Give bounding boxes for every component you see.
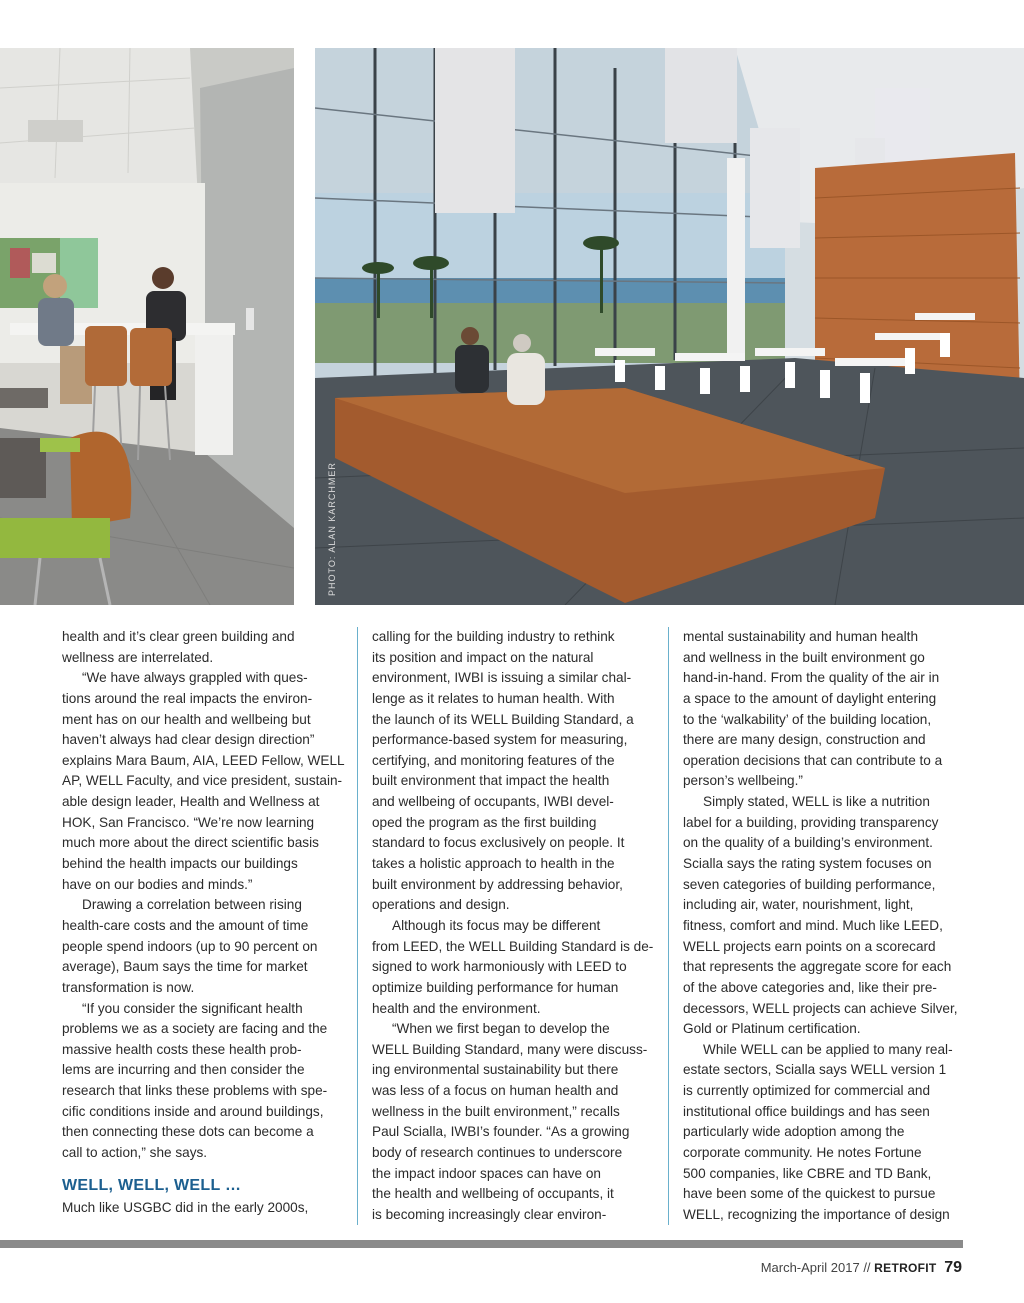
body-text-line: Gold or Platinum certification. [683,1021,861,1037]
footer-bar [0,1240,963,1248]
body-text-line: was less of a focus on human health and [372,1083,619,1099]
body-text-line: from LEED, the WELL Building Standard is de- [372,938,654,954]
body-text-line: able design leader, Health and Wellness at [62,794,320,810]
folio-separator: // [863,1260,871,1275]
body-text-line: Simply stated, WELL is like a nutrition [703,794,930,810]
body-text-line: people spend indoors (up to 90 percent on [62,938,318,954]
page-folio [761,1259,962,1277]
body-text-line: While WELL can be applied to many real- [703,1041,953,1057]
body-text-line: built environment that impact the health [372,773,610,789]
issue-date: March-April 2017 [760,1260,860,1275]
photo-credit: PHOTO: ALAN KARCHMER [327,462,337,596]
page-number: 79 [944,1259,962,1276]
body-text-line: decessors, WELL projects can achieve Silver, [683,1000,958,1016]
body-text-line: optimize building performance for human [372,979,619,995]
body-text-line: Drawing a correlation between rising [82,897,302,913]
body-text-line: HOK, San Francisco. “We’re now learning [62,814,315,830]
body-text-line: signed to work harmoniously with LEED to [372,959,627,975]
body-text-line: the launch of its WELL Building Standard, a [372,711,634,727]
body-text-line: massive health costs these health prob- [62,1041,302,1057]
body-text-line: takes a holistic approach to health in the [372,856,615,872]
body-text-line: including air, water, nourishment, light, [683,897,914,913]
body-text-line: body of research continues to underscore [372,1145,623,1161]
body-text-line: and wellness in the built environment go [683,649,925,665]
body-text-line: that represents the aggregate score for each [683,959,952,975]
body-text-line: operation decisions that can contribute to a [683,752,943,768]
body-text-line: WELL projects earn points on a scorecard [683,938,936,954]
body-text-line: tions around the real impacts the environ- [62,690,313,706]
body-text-line: environment, IWBI is issuing a similar chal- [372,670,632,686]
body-text-line: haven’t always had clear design direction” [62,732,315,748]
body-text-line: the health and wellbeing of occupants, it [372,1186,614,1202]
atrium-dining-photo [315,48,1024,605]
section-subheading: WELL, WELL, WELL … [62,1176,242,1194]
body-text-line: transformation is now. [62,979,195,995]
body-text-line: lenge as it relates to human health. With [372,690,615,706]
body-text-line: wellness in the built environment,” recalls [372,1103,620,1119]
body-text-line: then connecting these dots can become a [62,1124,314,1140]
body-text-line: hand-in-hand. From the quality of the air in [683,670,940,686]
body-text-line: have on our bodies and minds.” [62,876,253,892]
body-text-line: its position and impact on the natural [372,649,594,665]
body-text-line: the impact indoor spaces can have on [372,1165,601,1181]
body-text-line: “If you consider the significant health [82,1000,303,1016]
body-text-line: “When we first began to develop the [392,1021,610,1037]
body-text-line: of the above categories and, like their pre- [683,979,937,995]
article-column-1 [62,627,344,1218]
body-text-line: explains Mara Baum, AIA, LEED Fellow, WELL [62,752,345,768]
body-text-line: seven categories of building performance, [683,876,936,892]
body-text-line: lems are incurring and then consider the [62,1062,305,1078]
body-text-line: Much like USGBC did in the early 2000s, [62,1199,309,1215]
body-text-line: cific conditions inside and around buildings, [62,1103,324,1119]
body-text-line: research that links these problems with spe- [62,1083,328,1099]
body-text-line: institutional office buildings and has seen [683,1103,930,1119]
article-column-2 [372,627,654,1226]
body-text-line: AP, WELL Faculty, and vice president, sustain- [62,773,343,789]
body-text-line: health and it’s clear green building and [62,629,295,644]
body-text-line: and wellbeing of occupants, IWBI devel- [372,794,614,810]
body-text-line: fitness, comfort and mind. Much like LEED, [683,917,943,933]
body-text-line: oped the program as the first building [372,814,597,830]
body-text-line: “We have always grappled with ques- [82,670,308,686]
body-text-line: health and the environment. [372,1000,541,1016]
body-text-line: Paul Scialla, IWBI’s founder. “As a growing [372,1124,630,1140]
body-text-line: a space to the amount of daylight entering [683,690,937,706]
body-text-line: to the ‘walkability’ of the building location, [683,711,932,727]
body-text-line: on the quality of a building’s environment. [683,835,933,851]
body-text-line: behind the health impacts our buildings [62,856,298,872]
body-text-line: performance-based system for measuring, [372,732,628,748]
body-text-line: operations and design. [372,897,510,913]
body-text-line: Although its focus may be different [392,917,601,933]
magazine-name: RETROFIT [874,1261,937,1275]
body-text-line: health-care costs and the amount of time [62,917,309,933]
body-text-line: wellness are interrelated. [62,649,214,665]
body-text-line: calling for the building industry to rethink [372,629,615,644]
article-column-3 [683,627,963,1226]
body-text-line: standard to focus exclusively on people. It [372,835,625,851]
body-text-line: ment has on our health and wellbeing but [62,711,311,727]
body-text-line: average), Baum says the time for market [62,959,308,975]
body-text-line: Scialla says the rating system focuses on [683,856,932,872]
body-text-line: person’s wellbeing.” [683,773,803,789]
body-text-line: problems we as a society are facing and the [62,1021,328,1037]
body-text-line: estate sectors, Scialla says WELL version 1 [683,1062,947,1078]
body-text-line: is currently optimized for commercial and [683,1083,931,1099]
body-text-line: WELL, recognizing the importance of design [683,1206,950,1222]
body-text-line: there are many design, construction and [683,732,926,748]
body-text-line: mental sustainability and human health [683,629,919,644]
body-text-line: built environment by addressing behavior, [372,876,623,892]
body-text-line: call to action,” she says. [62,1145,208,1161]
column-divider [357,627,358,1225]
body-text-line: WELL Building Standard, many were discuss- [372,1041,648,1057]
body-text-line: ing environmental sustainability but there [372,1062,619,1078]
body-text-line: certifying, and monitoring features of the [372,752,615,768]
body-text-line: is becoming increasingly clear environ- [372,1206,607,1222]
office-lounge-photo [0,48,294,605]
body-text-line: particularly wide adoption among the [683,1124,905,1140]
body-text-line: label for a building, providing transparency [683,814,939,830]
body-text-line: 500 companies, like CBRE and TD Bank, [683,1165,932,1181]
body-text-line: corporate community. He notes Fortune [683,1145,922,1161]
column-divider [668,627,669,1225]
body-text-line: much more about the direct scientific basis [62,835,319,851]
body-text-line: have been some of the quickest to pursue [683,1186,936,1202]
